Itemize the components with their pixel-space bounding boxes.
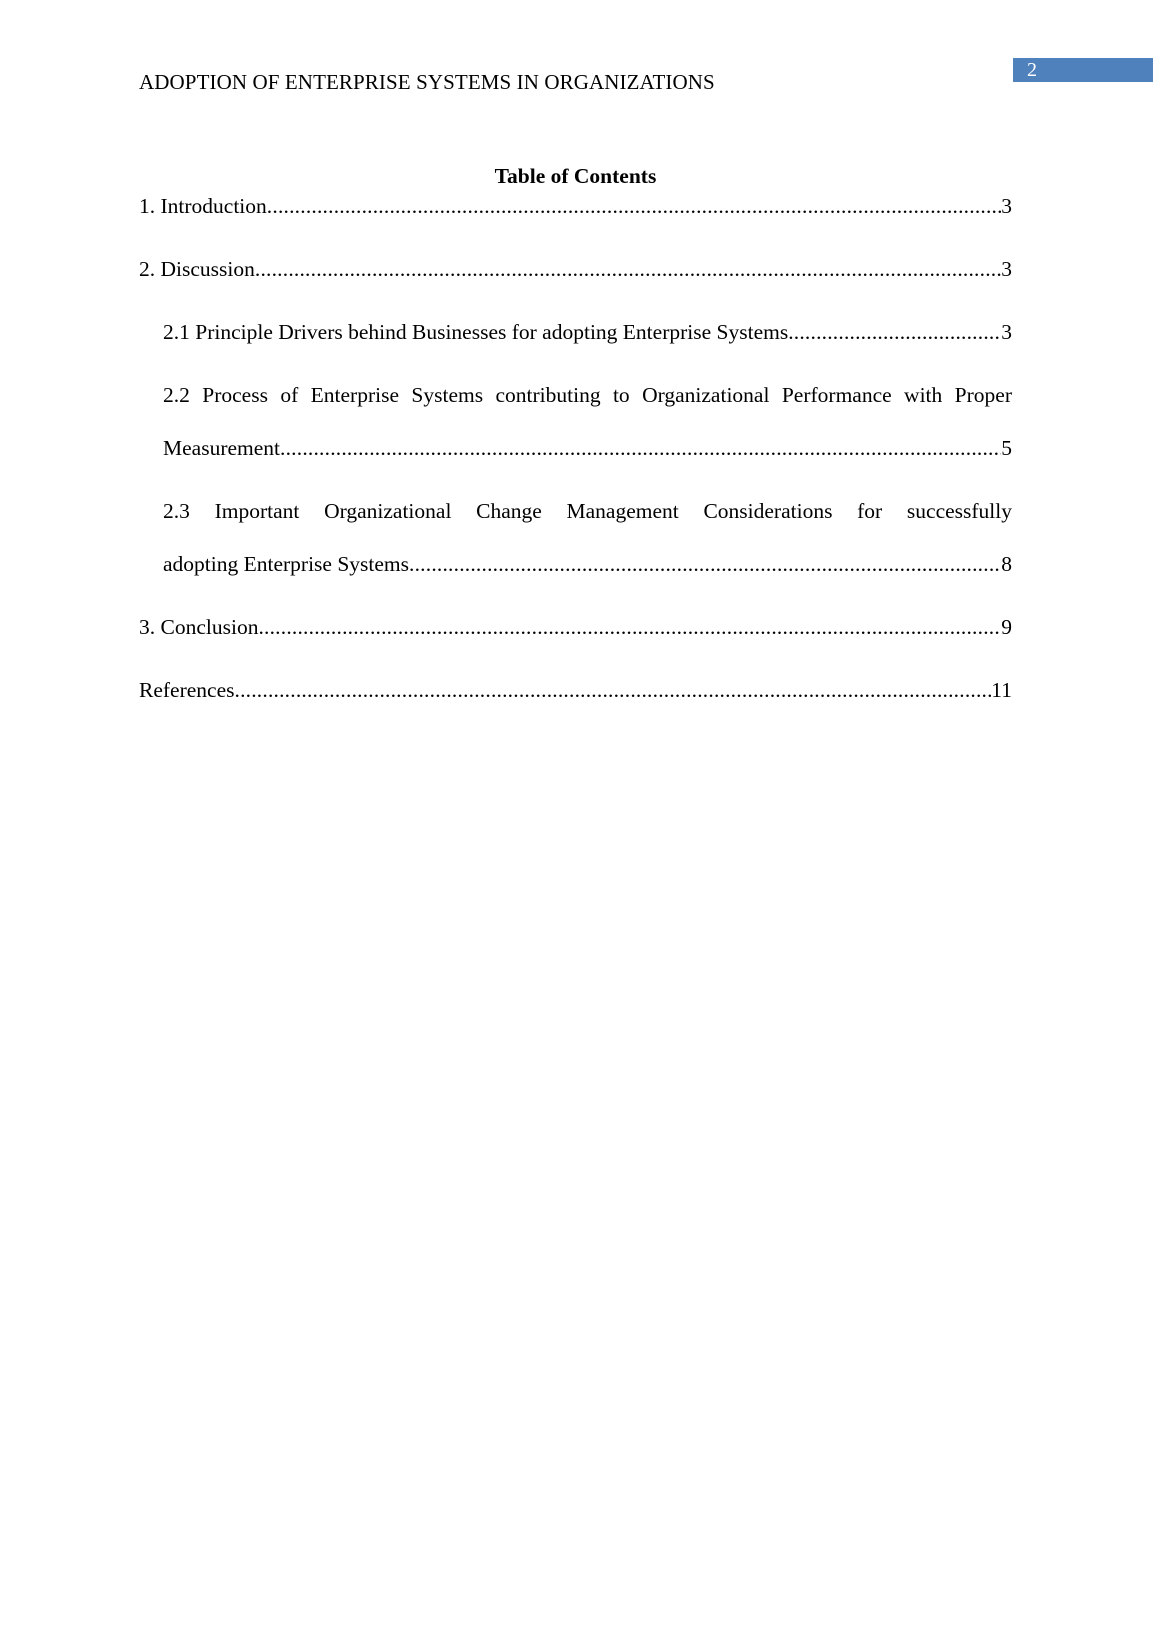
toc-entry-page: 5 bbox=[1001, 436, 1012, 460]
dot-leader bbox=[255, 255, 1001, 283]
toc-entry-page: 8 bbox=[1001, 552, 1012, 576]
toc-entry-label: 2.2 Process of Enterprise Systems contributing to Organizational Performance with Proper bbox=[163, 383, 1012, 407]
toc-entry-label-continued: Measurement bbox=[163, 436, 281, 460]
dot-leader bbox=[409, 550, 1001, 578]
toc-entry-discussion[interactable] bbox=[139, 255, 1012, 283]
toc-entry-page: 11 bbox=[991, 678, 1012, 702]
toc-entry-label: 2.1 Principle Drivers behind Businesses for adopting Enterprise Systems bbox=[163, 320, 789, 344]
toc-entry-label-continued: adopting Enterprise Systems bbox=[163, 552, 410, 576]
toc-title: Table of Contents bbox=[494, 164, 657, 188]
dot-leader bbox=[258, 613, 1001, 641]
toc-entry-label: 3. Conclusion bbox=[139, 615, 259, 639]
running-head: ADOPTION OF ENTERPRISE SYSTEMS IN ORGANIZATIONS bbox=[139, 70, 715, 94]
table-of-contents bbox=[139, 192, 1012, 739]
toc-entry-page: 3 bbox=[1001, 257, 1012, 281]
toc-entry-page: 3 bbox=[1001, 194, 1012, 218]
toc-entry-page: 9 bbox=[1001, 615, 1012, 639]
toc-entry-label: 2. Discussion bbox=[139, 257, 255, 281]
toc-entry-label: 2.3 Important Organizational Change Management Considerations for successfully bbox=[163, 499, 1012, 523]
toc-entry-label: References bbox=[139, 678, 235, 702]
dot-leader bbox=[280, 434, 1001, 462]
toc-entry-process-of-enterprise-systems[interactable] bbox=[139, 381, 1012, 462]
dot-leader bbox=[235, 676, 992, 704]
page-number: 2 bbox=[1013, 58, 1153, 82]
toc-entry-label: 1. Introduction bbox=[139, 194, 267, 218]
toc-entry-page: 3 bbox=[1001, 320, 1012, 344]
toc-entry-conclusion[interactable] bbox=[139, 613, 1012, 641]
dot-leader bbox=[788, 318, 1001, 346]
toc-entry-principle-drivers[interactable] bbox=[139, 318, 1012, 346]
toc-entry-references[interactable] bbox=[139, 676, 1012, 704]
dot-leader bbox=[267, 192, 1001, 220]
toc-entry-introduction[interactable] bbox=[139, 192, 1012, 220]
toc-entry-change-management[interactable] bbox=[139, 497, 1012, 578]
